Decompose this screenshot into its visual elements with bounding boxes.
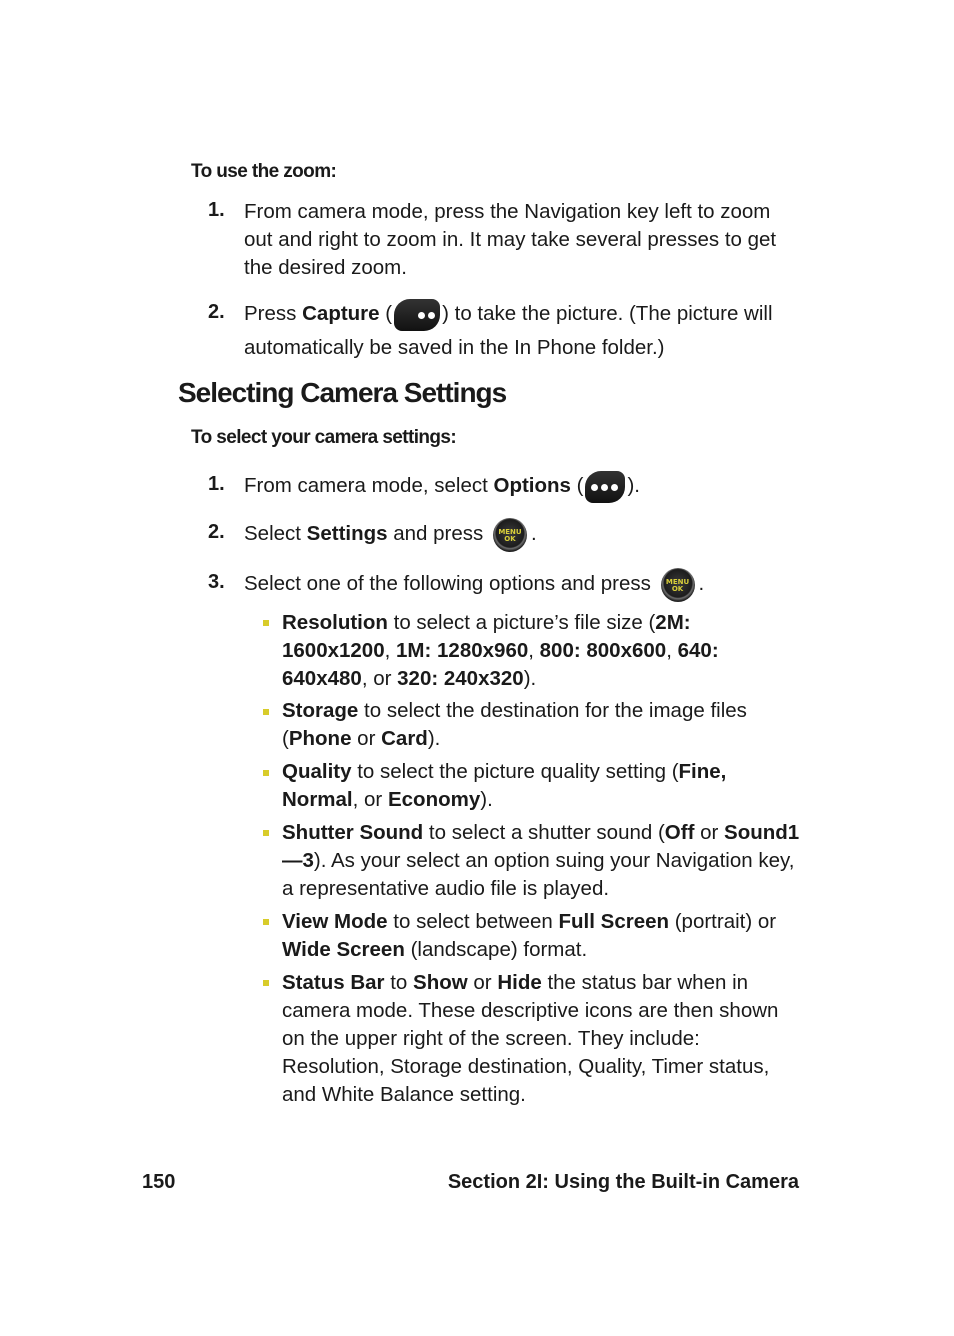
capture-softkey-icon <box>394 299 440 331</box>
zoom-step1-number: 1. <box>208 199 225 221</box>
bullet-resolution: Resolution to select a picture’s file size (2M: 1600x1200, 1M: 1280x960, 800: 800x600, 640: 640x480, or 320: 240x320). <box>282 611 719 690</box>
bullet-quality: Quality to select the picture quality setting (Fine, Normal, or Economy). <box>282 760 727 811</box>
page-number: 150 <box>142 1171 176 1193</box>
bullet-marker <box>263 919 269 925</box>
settings-step2-number: 2. <box>208 521 225 543</box>
bullet-marker <box>263 620 269 626</box>
section-heading: Selecting Camera Settings <box>178 377 507 408</box>
bullet-marker <box>263 830 269 836</box>
bullet-status-bar: Status Bar to Show or Hide the status bar when in camera mode. These descriptive icons are then shown on the upper right of the screen. They include: Resolution, Storage destination, Quality, Timer status, and White Balance setting. <box>282 971 779 1106</box>
settings-step3-number: 3. <box>208 571 225 593</box>
menu-ok-key-icon: MENU OK <box>493 518 527 552</box>
zoom-step1-text: From camera mode, press the Navigation key left to zoom out and right to zoom in. It may take several presses to get the desired zoom. <box>244 200 777 279</box>
bullet-marker <box>263 980 269 986</box>
bullet-marker <box>263 709 269 715</box>
bullet-shutter-sound: Shutter Sound to select a shutter sound (Off or Sound1—3). As your select an option suing your Navigation key, a representative audio file is played. <box>282 821 800 900</box>
bullet-marker <box>263 770 269 776</box>
zoom-step2-number: 2. <box>208 301 225 323</box>
options-softkey-icon <box>585 471 625 503</box>
bullet-storage: Storage to select the destination for the image files (Phone or Card). <box>282 699 747 750</box>
zoom-subheading: To use the zoom: <box>191 161 337 182</box>
settings-step1-text: From camera mode, select Options ( ). <box>244 469 804 503</box>
settings-step2-text: Select Settings and press MENU OK . <box>244 516 804 552</box>
zoom-step2-text: Press Capture ( ) to take the picture. (The picture will automatically be saved in the In Phone folder.) <box>244 297 804 365</box>
settings-step1-number: 1. <box>208 473 225 495</box>
menu-ok-key-icon: MENU OK <box>661 568 695 602</box>
bullet-view-mode: View Mode to select between Full Screen (portrait) or Wide Screen (landscape) format. <box>282 910 777 961</box>
settings-subheading: To select your camera settings: <box>191 427 457 448</box>
settings-step3-text: Select one of the following options and press MENU OK . <box>244 566 804 602</box>
section-footer: Section 2I: Using the Built-in Camera <box>447 1171 799 1193</box>
